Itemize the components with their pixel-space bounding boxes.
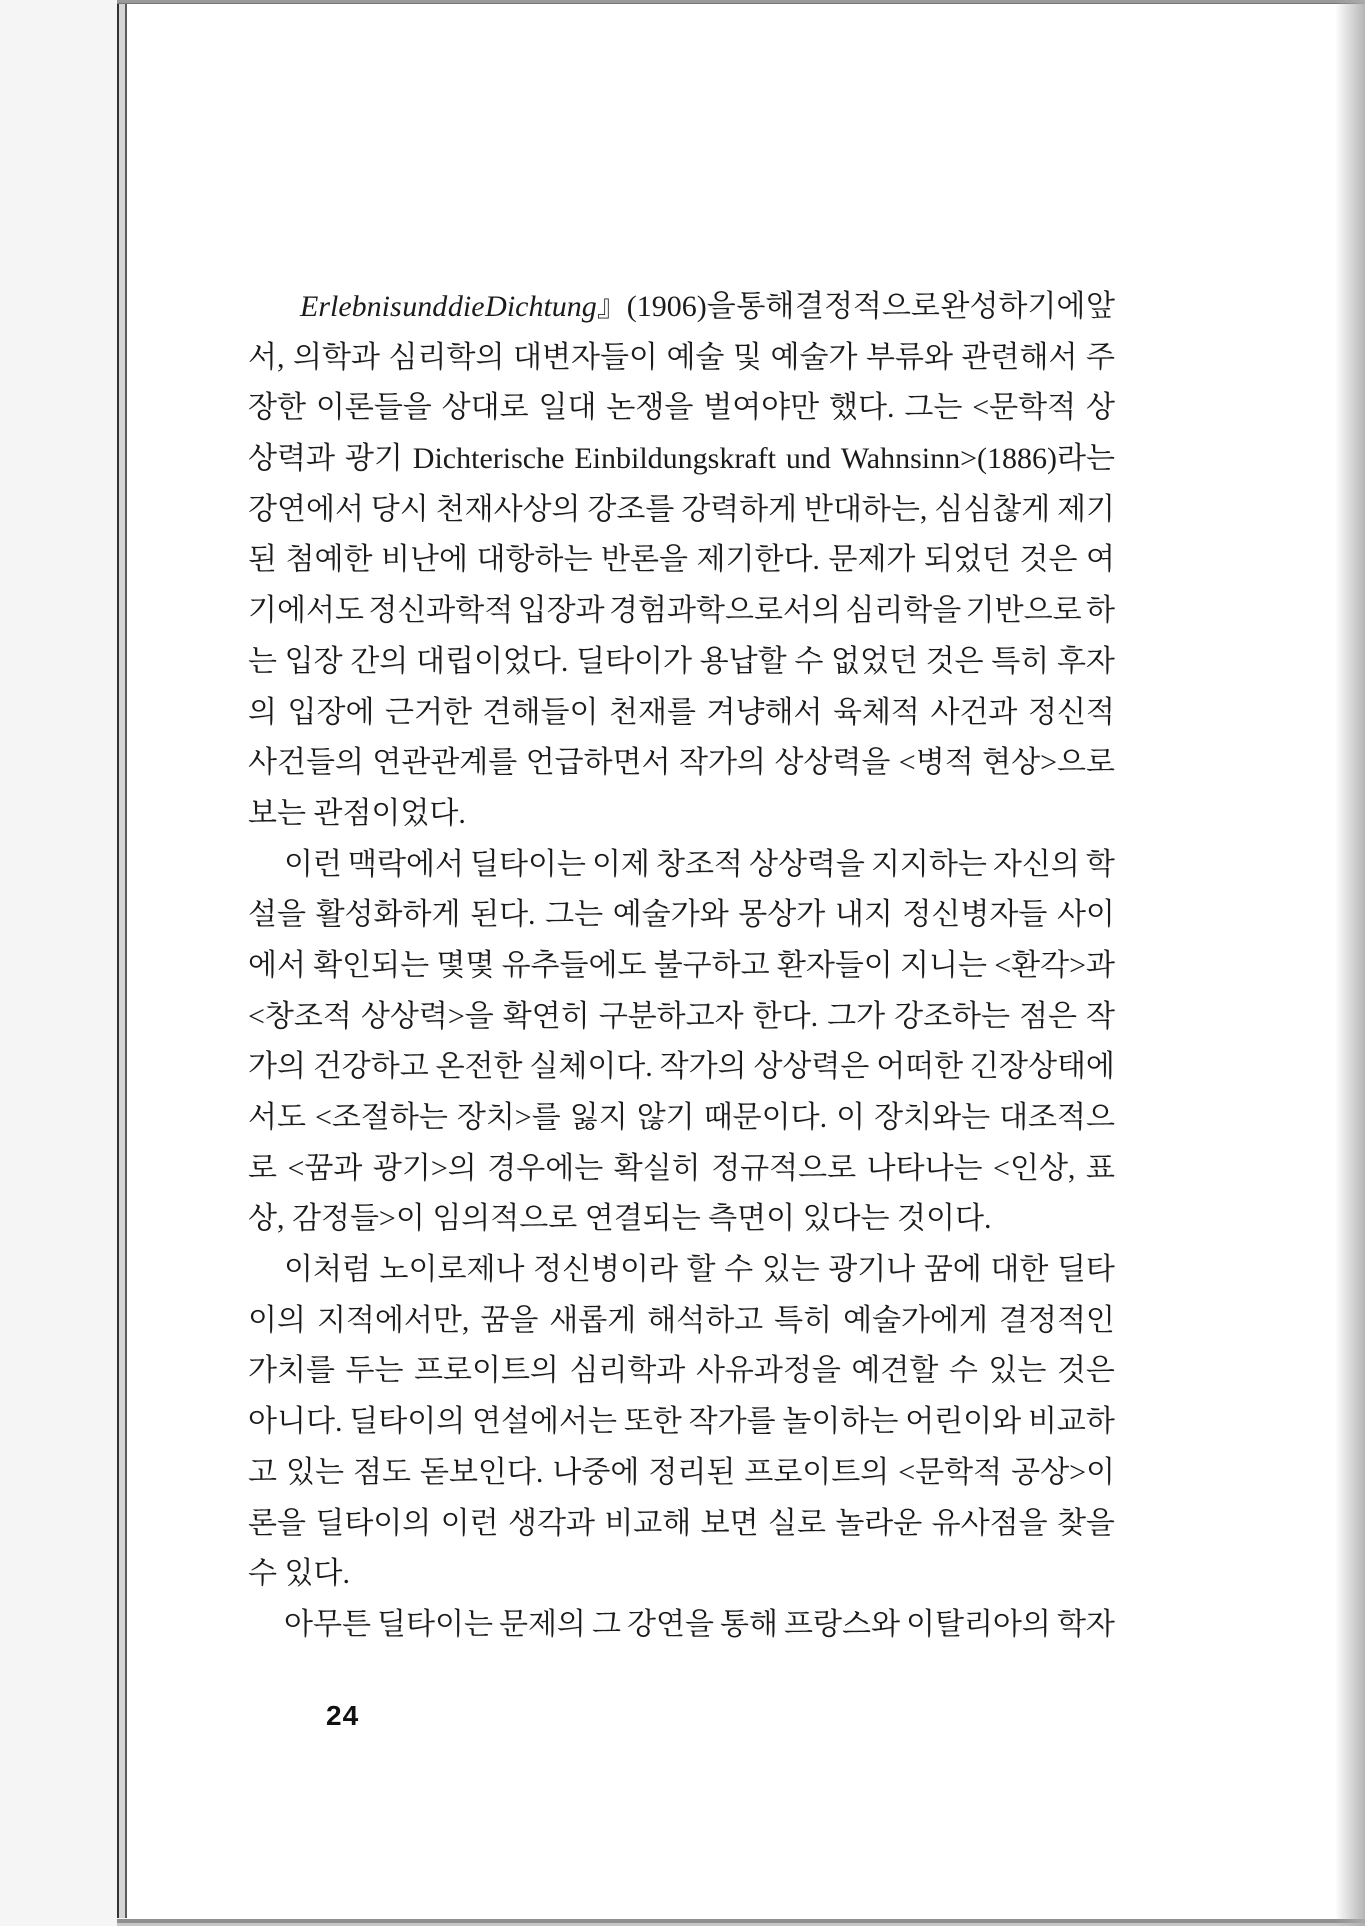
book-title-word: und [402,290,448,323]
line-text: 광기 [344,442,403,476]
text-line: 론을 딜타이의 이런 생각과 비교해 보면 실로 놀라운 유사점을 찾을 [248,1506,1115,1540]
text-line: 는 입장 간의 대립이었다. 딜타이가 용납할 수 없었던 것은 특히 후자 [248,644,1115,678]
line-text: 통해 [736,290,795,323]
text-line: 이의 지적에서만, 꿈을 새롭게 해석하고 특히 예술가에게 결정적인 [248,1303,1115,1337]
line-text: 』(1906)을 [596,290,736,323]
line-text: 상, 감정들>이 임의적으로 연결되는 측면이 있다는 것이다. [248,1202,992,1236]
line-text: 보는 관점이었다. [248,796,466,830]
page-number: 24 [326,1700,360,1731]
line-text: 상력과 [248,442,335,476]
page-edge-top [117,0,1365,4]
german-term-word: Dichterische [412,442,565,476]
text-line: 로 <꿈과 광기>의 경우에는 확실히 정규적으로 나타나는 <인상, 표 [248,1151,1115,1185]
text-line: 서도 <조절하는 장치>를 잃지 않기 때문이다. 이 장치와는 대조적으 [248,1101,1115,1134]
text-line: 사건들의 연관관계를 언급하면서 작가의 상상력을 <병적 현상>으로 [248,746,1115,780]
german-term-word: und [785,442,831,476]
line-text: 완성하기에 [940,290,1086,323]
text-line [248,1194,1115,1245]
page-edge-bottom [117,1919,1365,1926]
german-term-word: Einbildungskraft [574,442,776,476]
text-line [248,282,1115,333]
text-line: 장한 이론들을 상대로 일대 논쟁을 벌여야만 했다. 그는 <문학적 상 [248,391,1115,425]
line-text: 수 있다. [248,1557,350,1591]
book-title-word: Erlebnis [300,290,402,323]
text-line: <창조적 상상력>을 확연히 구분하고자 한다. 그가 강조하는 점은 작 [248,999,1115,1033]
text-line [248,789,1115,840]
german-term-word: Wahnsinn>(1886)라는 [840,442,1115,476]
text-line [248,434,1115,485]
body-text [248,282,1115,1651]
text-line: 고 있는 점도 돋보인다. 나중에 정리된 프로이트의 <문학적 공상>이 [248,1455,1115,1489]
text-line: 에서 확인되는 몇몇 유추들에도 불구하고 환자들이 지니는 <환각>과 [248,948,1115,982]
line-text: 앞 [1086,290,1115,323]
text-line: 강연에서 당시 천재사상의 강조를 강력하게 반대하는, 심심찮게 제기 [248,492,1115,526]
text-line [248,1549,1115,1600]
text-line: 아무튼 딜타이는 문제의 그 강연을 통해 프랑스와 이탈리아의 학자 [284,1607,1115,1641]
book-title-word [485,282,736,333]
book-title-word: die [447,290,485,323]
line-text: 결정적으로 [794,290,940,323]
text-line: 아니다. 딜타이의 연설에서는 또한 작가를 놀이하는 어린이와 비교하 [248,1405,1115,1439]
text-line: 의 입장에 근거한 견해들이 천재를 겨냥해서 육체적 사건과 정신적 [248,695,1115,729]
page-edge-left [117,2,127,1918]
text-line: 설을 활성화하게 된다. 그는 예술가와 몽상가 내지 정신병자들 사이 [248,898,1115,932]
text-line: 기에서도 정신과학적 입장과 경험과학으로서의 심리학을 기반으로 하 [248,594,1115,628]
text-line: 이처럼 노이로제나 정신병이라 할 수 있는 광기나 꿈에 대한 딜타 [284,1253,1115,1287]
text-line: 가치를 두는 프로이트의 심리학과 사유과정을 예견할 수 있는 것은 [248,1354,1115,1388]
book-title-word: Dichtung [485,290,597,323]
text-line: 된 첨예한 비난에 대항하는 반론을 제기한다. 문제가 되었던 것은 여 [248,543,1115,577]
text-line: 이런 맥락에서 딜타이는 이제 창조적 상상력을 지지하는 자신의 학 [284,847,1115,881]
text-line: 서, 의학과 심리학의 대변자들이 예술 및 예술가 부류와 관련해서 주 [248,340,1115,374]
page-edge-right [1335,0,1365,1926]
text-line: 가의 건강하고 온전한 실체이다. 작가의 상상력은 어떠한 긴장상태에 [248,1050,1115,1084]
